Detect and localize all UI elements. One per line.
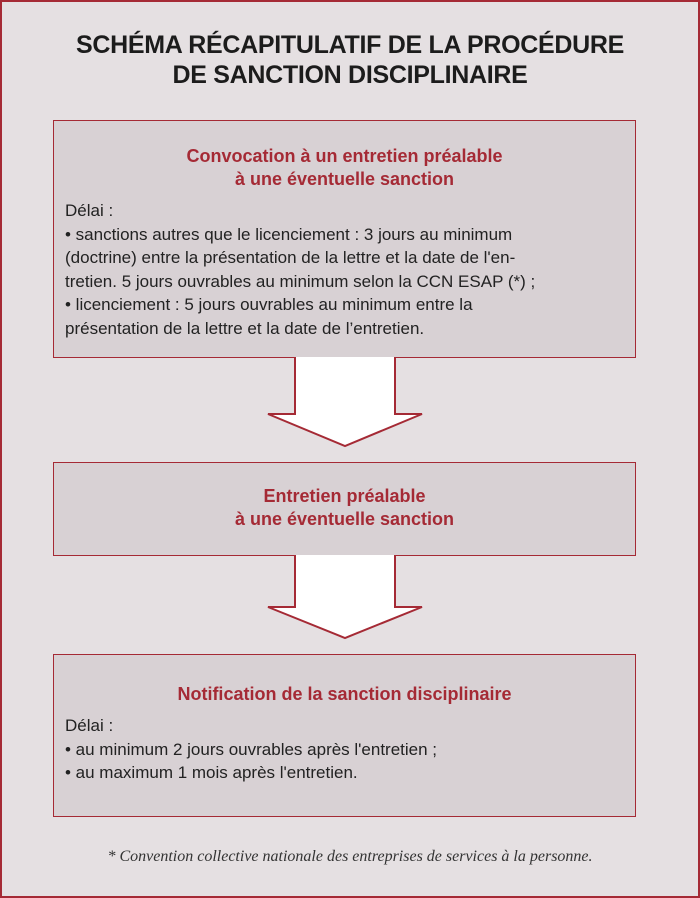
detail-line: • sanctions autres que le licenciement : 3 jours au minimum — [65, 224, 513, 244]
step-convocation-box — [53, 120, 636, 358]
page-title-line-2: DE SANCTION DISCIPLINAIRE — [172, 61, 528, 89]
step-entretien-title-line-2: à une éventuelle sanction — [234, 509, 455, 529]
page-title — [0, 30, 700, 90]
step-convocation-title-line-2: à une éventuelle sanction — [234, 169, 455, 189]
step-notification-title — [54, 683, 635, 706]
flow-arrow-down-icon — [265, 555, 425, 641]
detail-line: (doctrine) entre la présentation de la lettre et la date de l'en- — [65, 248, 516, 267]
step-notification-details — [54, 714, 635, 785]
footnote: * Convention collective nationale des entreprises de services à la personne. — [107, 848, 593, 865]
step-convocation-title-line-1: Convocation à un entretien préalable — [186, 146, 503, 166]
page-title-line-1: SCHÉMA RÉCAPITULATIF DE LA PROCÉDURE — [75, 31, 624, 59]
detail-line: tretien. 5 jours ouvrables au minimum selon la CCN ESAP (*) ; — [65, 271, 536, 291]
flow-arrow-down-icon — [265, 357, 425, 449]
delay-label: Délai : — [65, 201, 114, 220]
step-notification-title-text: Notification de la sanction disciplinaire — [177, 684, 512, 704]
step-convocation-title — [54, 145, 635, 191]
detail-line: • au maximum 1 mois après l'entretien. — [65, 763, 358, 782]
detail-line: présentation de la lettre et la date de l’entretien. — [65, 318, 425, 338]
step-entretien-title-line-1: Entretien préalable — [263, 486, 426, 506]
detail-line: • au minimum 2 jours ouvrables après l'entretien ; — [65, 739, 438, 759]
step-entretien-box — [53, 462, 636, 556]
step-convocation-details — [54, 199, 635, 340]
step-entretien-title — [54, 485, 635, 531]
detail-line: • licenciement : 5 jours ouvrables au minimum entre la — [65, 295, 473, 314]
step-notification-box — [53, 654, 636, 817]
delay-label: Délai : — [65, 716, 114, 735]
